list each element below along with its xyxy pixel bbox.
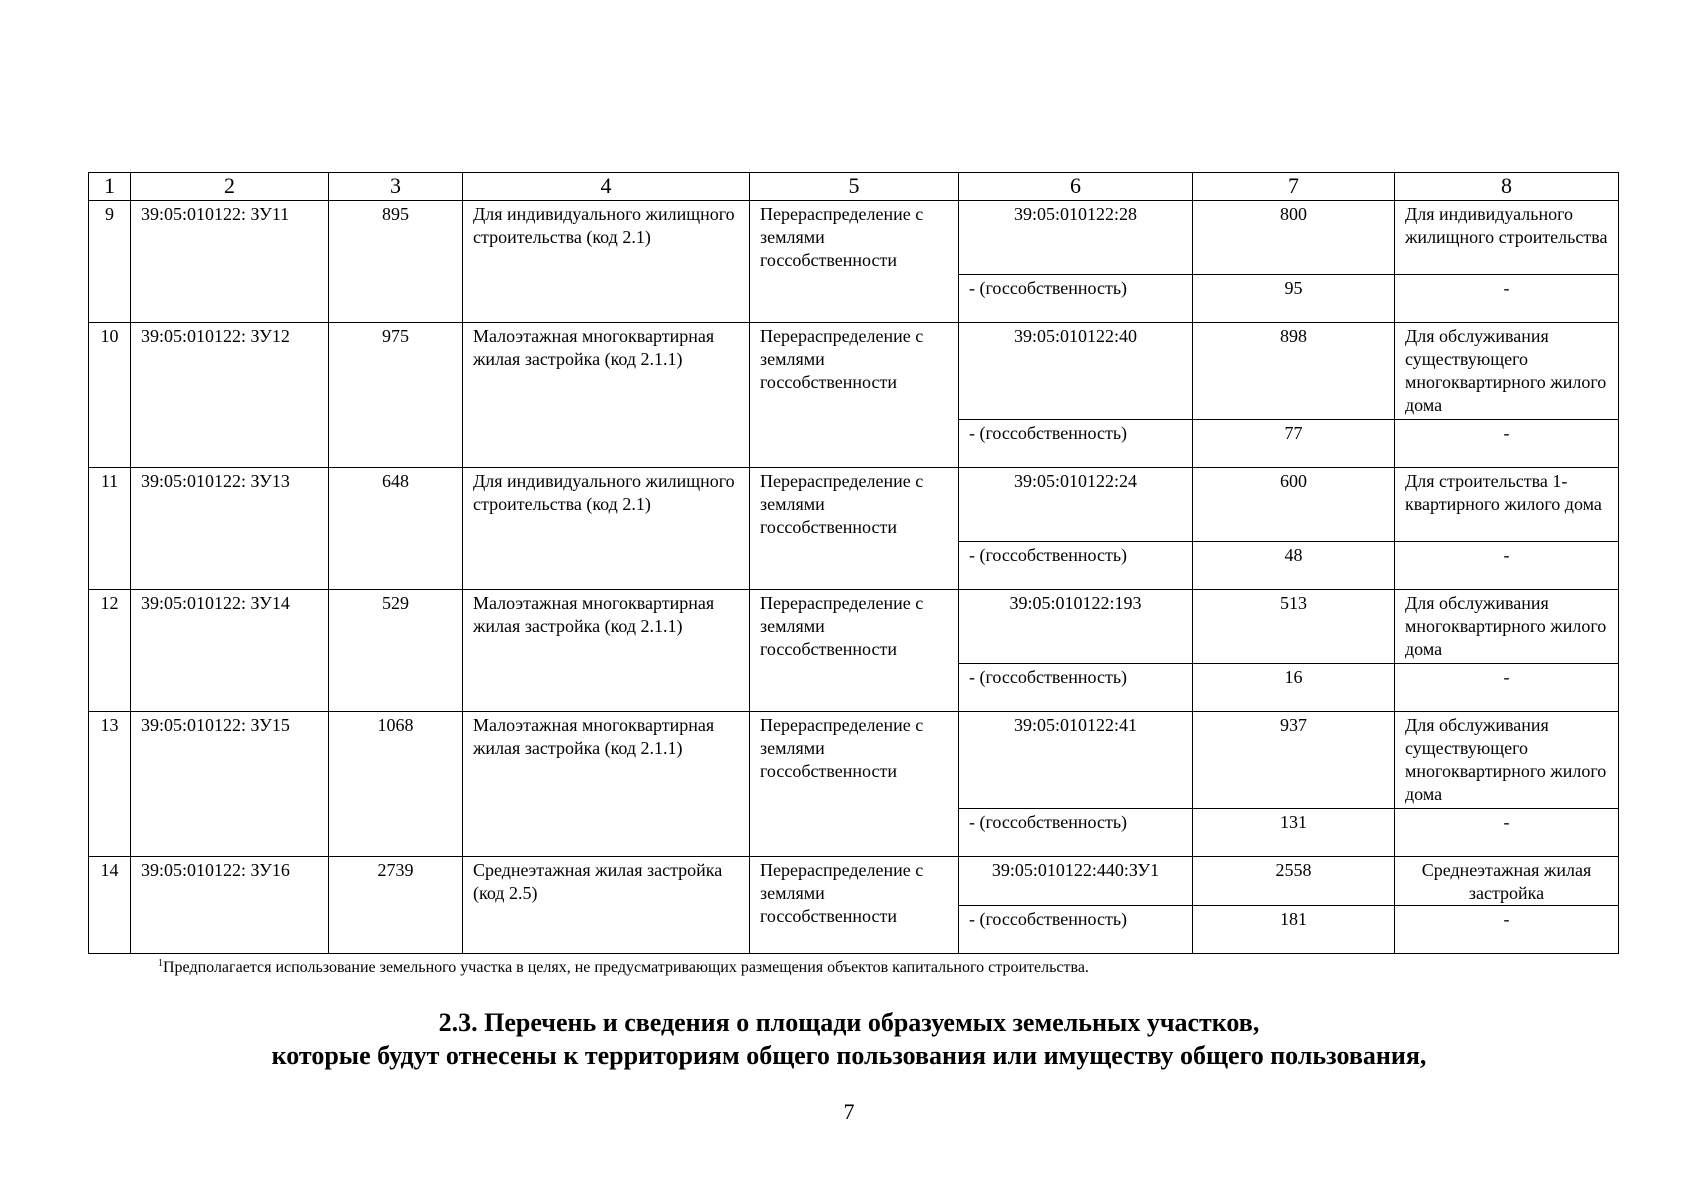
table-row bbox=[89, 323, 1619, 420]
formation-method-cell: Перераспределение с землями госсобственности bbox=[750, 323, 959, 468]
header-cell: 3 bbox=[329, 173, 463, 201]
table-row bbox=[89, 712, 1619, 809]
permitted-use-cell: Малоэтажная многоквартирная жилая застройка (код 2.1.1) bbox=[463, 323, 750, 468]
part-area-cell: 937 bbox=[1193, 712, 1395, 809]
section-heading-line-2: которые будут отнесены к территориям общего пользования или имуществу общего пользования, bbox=[271, 1041, 1427, 1070]
header-cell: 2 bbox=[131, 173, 329, 201]
source-plot-cell: - (госсобственность) bbox=[959, 664, 1193, 712]
header-cell: 5 bbox=[750, 173, 959, 201]
source-plot-cell: 39:05:010122:440:ЗУ1 bbox=[959, 857, 1193, 906]
purpose-cell: - bbox=[1395, 664, 1619, 712]
plot-id-cell: 39:05:010122: ЗУ12 bbox=[131, 323, 329, 468]
part-area-cell: 77 bbox=[1193, 420, 1395, 468]
source-plot-cell: - (госсобственность) bbox=[959, 275, 1193, 323]
row-number-cell: 13 bbox=[89, 712, 131, 857]
part-area-cell: 131 bbox=[1193, 809, 1395, 857]
row-number-cell: 11 bbox=[89, 468, 131, 590]
row-number-cell: 12 bbox=[89, 590, 131, 712]
table-row bbox=[89, 468, 1619, 542]
permitted-use-cell: Среднеэтажная жилая застройка (код 2.5) bbox=[463, 857, 750, 954]
part-area-cell: 513 bbox=[1193, 590, 1395, 664]
source-plot-cell: 39:05:010122:24 bbox=[959, 468, 1193, 542]
page-number: 7 bbox=[843, 1099, 855, 1124]
source-plot-cell: 39:05:010122:41 bbox=[959, 712, 1193, 809]
formation-method-cell: Перераспределение с землями госсобственности bbox=[750, 201, 959, 323]
table-row bbox=[89, 590, 1619, 664]
header-cell: 6 bbox=[959, 173, 1193, 201]
header-cell: 8 bbox=[1395, 173, 1619, 201]
table-header-row bbox=[89, 173, 1619, 201]
purpose-cell: Для обслуживания существующего многоквартирного жилого дома bbox=[1395, 323, 1619, 420]
footnote-text: Предполагается использование земельного участка в целях, не предусматривающих размещения объектов капитального строительства. bbox=[163, 959, 1089, 976]
header-cell: 1 bbox=[89, 173, 131, 201]
part-area-cell: 600 bbox=[1193, 468, 1395, 542]
row-number-cell: 14 bbox=[89, 857, 131, 954]
land-plots-table bbox=[88, 172, 1619, 954]
source-plot-cell: 39:05:010122:40 bbox=[959, 323, 1193, 420]
part-area-cell: 800 bbox=[1193, 201, 1395, 275]
footnote bbox=[158, 958, 1089, 978]
purpose-cell: - bbox=[1395, 809, 1619, 857]
footnote-mark: 1 bbox=[158, 958, 163, 969]
header-cell: 4 bbox=[463, 173, 750, 201]
part-area-cell: 16 bbox=[1193, 664, 1395, 712]
permitted-use-cell: Для индивидуального жилищного строительства (код 2.1) bbox=[463, 468, 750, 590]
purpose-cell: - bbox=[1395, 906, 1619, 954]
row-number-cell: 9 bbox=[89, 201, 131, 323]
source-plot-cell: - (госсобственность) bbox=[959, 542, 1193, 590]
source-plot-cell: 39:05:010122:193 bbox=[959, 590, 1193, 664]
plot-id-cell: 39:05:010122: ЗУ11 bbox=[131, 201, 329, 323]
source-plot-cell: 39:05:010122:28 bbox=[959, 201, 1193, 275]
plot-id-cell: 39:05:010122: ЗУ16 bbox=[131, 857, 329, 954]
part-area-cell: 2558 bbox=[1193, 857, 1395, 906]
plot-id-cell: 39:05:010122: ЗУ14 bbox=[131, 590, 329, 712]
part-area-cell: 898 bbox=[1193, 323, 1395, 420]
section-heading-line-1: 2.3. Перечень и сведения о площади образуемых земельных участков, bbox=[438, 1008, 1260, 1037]
formation-method-cell: Перераспределение с землями госсобственности bbox=[750, 857, 959, 954]
plot-id-cell: 39:05:010122: ЗУ13 bbox=[131, 468, 329, 590]
plot-area-cell: 975 bbox=[329, 323, 463, 468]
plot-area-cell: 529 bbox=[329, 590, 463, 712]
purpose-cell: Для обслуживания существующего многоквартирного жилого дома bbox=[1395, 712, 1619, 809]
purpose-cell: - bbox=[1395, 275, 1619, 323]
plot-id-cell: 39:05:010122: ЗУ15 bbox=[131, 712, 329, 857]
part-area-cell: 48 bbox=[1193, 542, 1395, 590]
table-row bbox=[89, 201, 1619, 275]
plot-area-cell: 895 bbox=[329, 201, 463, 323]
part-area-cell: 181 bbox=[1193, 906, 1395, 954]
source-plot-cell: - (госсобственность) bbox=[959, 906, 1193, 954]
purpose-cell: Для строительства 1-квартирного жилого дома bbox=[1395, 468, 1619, 542]
permitted-use-cell: Малоэтажная многоквартирная жилая застройка (код 2.1.1) bbox=[463, 712, 750, 857]
plot-area-cell: 2739 bbox=[329, 857, 463, 954]
table-body bbox=[89, 173, 1619, 954]
plot-area-cell: 1068 bbox=[329, 712, 463, 857]
formation-method-cell: Перераспределение с землями госсобственности bbox=[750, 468, 959, 590]
source-plot-cell: - (госсобственность) bbox=[959, 420, 1193, 468]
formation-method-cell: Перераспределение с землями госсобственности bbox=[750, 712, 959, 857]
purpose-cell: Среднеэтажная жилая застройка bbox=[1395, 857, 1619, 906]
source-plot-cell: - (госсобственность) bbox=[959, 809, 1193, 857]
purpose-cell: - bbox=[1395, 420, 1619, 468]
purpose-cell: Для обслуживания многоквартирного жилого дома bbox=[1395, 590, 1619, 664]
plot-area-cell: 648 bbox=[329, 468, 463, 590]
table-row bbox=[89, 857, 1619, 906]
purpose-cell: - bbox=[1395, 542, 1619, 590]
permitted-use-cell: Для индивидуального жилищного строительства (код 2.1) bbox=[463, 201, 750, 323]
part-area-cell: 95 bbox=[1193, 275, 1395, 323]
header-cell: 7 bbox=[1193, 173, 1395, 201]
row-number-cell: 10 bbox=[89, 323, 131, 468]
permitted-use-cell: Малоэтажная многоквартирная жилая застройка (код 2.1.1) bbox=[463, 590, 750, 712]
purpose-cell: Для индивидуального жилищного строительства bbox=[1395, 201, 1619, 275]
formation-method-cell: Перераспределение с землями госсобственности bbox=[750, 590, 959, 712]
